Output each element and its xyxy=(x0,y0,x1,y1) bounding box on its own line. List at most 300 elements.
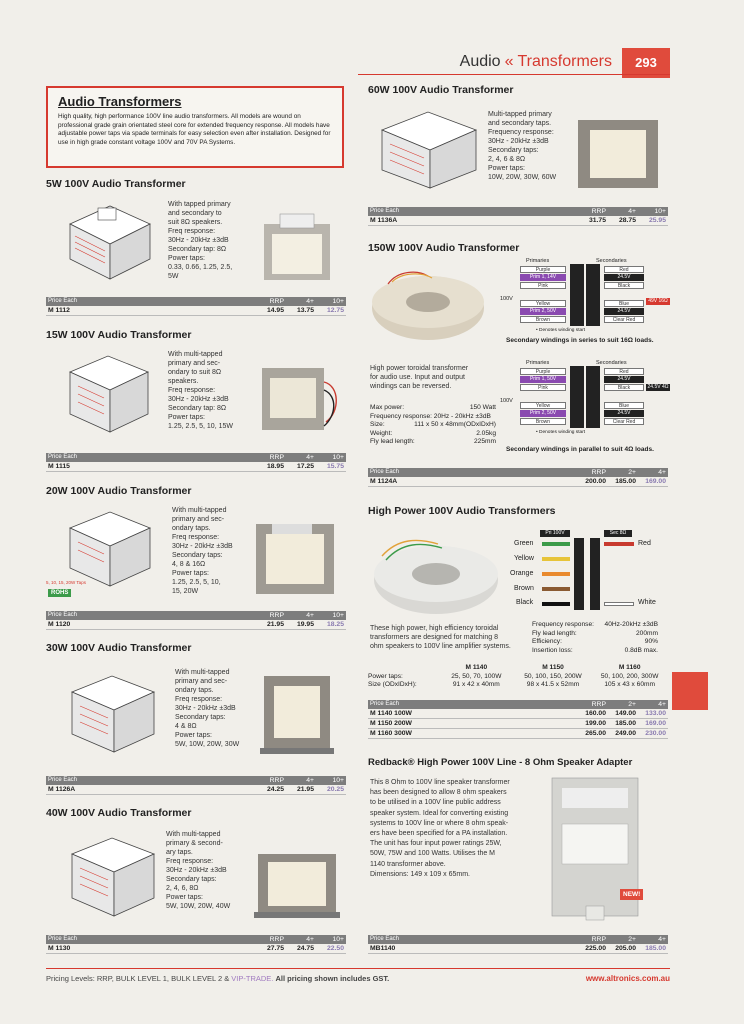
price-b2: 133.00 xyxy=(645,710,666,717)
winding-note: • Denotes winding start xyxy=(536,328,586,333)
side-tab xyxy=(672,672,708,710)
desc-line: Secondary taps: xyxy=(166,876,217,883)
desc-line: Power taps: xyxy=(166,894,203,901)
section-40w xyxy=(46,807,192,819)
prim1-label: Prim 1, 14V xyxy=(520,274,566,281)
5w-description xyxy=(168,200,232,281)
5w-dimension-drawing xyxy=(60,194,160,290)
section-30w xyxy=(46,642,192,654)
price-rrp: 225.00 xyxy=(585,945,606,952)
desc-line: ary taps. xyxy=(166,849,193,856)
desc-line: 5W, 10W, 20W, 40W xyxy=(166,903,231,910)
price-b1: 24.75 xyxy=(296,945,314,952)
150w-specs xyxy=(370,404,496,447)
redback-price-table xyxy=(368,935,668,954)
price-header-label: Price Each xyxy=(48,777,78,783)
price-header-b1: 4+ xyxy=(306,936,314,943)
section-title: High Power 100V Audio Transformers xyxy=(368,505,556,517)
desc-line: Secondary taps: xyxy=(488,147,539,154)
desc-line: 4 & 8Ω xyxy=(175,723,197,730)
price-b1: 21.95 xyxy=(296,786,314,793)
60w-product-photo xyxy=(572,106,664,198)
core-left xyxy=(570,366,584,428)
wire-swatch-black xyxy=(542,602,570,606)
desc-line: 30Hz - 20kHz ±3dB xyxy=(175,705,236,712)
product-code: M 1115 xyxy=(48,463,70,470)
rohs-badge: ROHS xyxy=(48,589,71,597)
wire-clear-red: Clear Red xyxy=(604,316,644,323)
desc-line: primary and sec- xyxy=(172,516,225,523)
product-code: M 1112 xyxy=(48,307,70,314)
desc-line: Power taps: xyxy=(172,570,209,577)
product-code: M 1140 100W xyxy=(370,710,412,717)
core-left xyxy=(574,538,584,610)
core-left xyxy=(570,264,584,326)
150w-price-table xyxy=(368,468,668,487)
sec2-label: 24.5V xyxy=(604,410,644,417)
desc-line: windings can be reversed. xyxy=(370,383,452,390)
core-right xyxy=(586,366,600,428)
price-b1: 185.00 xyxy=(615,720,636,727)
product-code: M 1136A xyxy=(370,217,398,224)
wire-brown: Brown xyxy=(520,316,566,323)
header-separator: « xyxy=(504,53,514,70)
price-header-rrp: RRP xyxy=(269,298,284,305)
model-row-label: Size (ODxIDxH): xyxy=(368,681,417,688)
model-cell: 98 x 41.5 x 52mm xyxy=(526,681,580,688)
desc-line: 0.33, 0.66, 1.25, 2.5, xyxy=(168,264,233,271)
spec-label: Insertion loss: xyxy=(532,646,573,654)
price-b1: 185.00 xyxy=(615,478,636,485)
price-rrp: 14.95 xyxy=(266,307,284,314)
desc-line: These high power, high efficiency toroidal xyxy=(370,625,499,632)
pricing-b1: , BULK LEVEL 1, xyxy=(111,974,170,983)
desc-line: 1140 transformer above. xyxy=(370,860,446,868)
wire-green: Green xyxy=(514,540,534,547)
desc-line: 10W, 20W, 30W, 60W xyxy=(488,174,557,181)
desc-line: 2, 4, 6, 8Ω xyxy=(166,885,199,892)
section-150w xyxy=(368,242,519,254)
desc-line: Power taps: xyxy=(168,255,205,262)
price-header-b1: 4+ xyxy=(306,454,314,461)
primaries-label: Primaries xyxy=(526,258,550,264)
section-title: 150W 100V Audio Transformer xyxy=(368,242,520,254)
spec-label: Efficiency: xyxy=(532,638,562,645)
price-header-label: Price Each xyxy=(370,469,400,475)
spec-label: Fly lead length: xyxy=(370,438,415,445)
desc-line: for audio use. Input and output xyxy=(370,374,465,381)
spec-value: 90% xyxy=(644,638,658,645)
desc-line: Secondary tap: 8Ω xyxy=(168,405,227,412)
price-header-b2: 10+ xyxy=(332,936,344,943)
desc-line: 30Hz - 20kHz ±3dB xyxy=(166,867,227,874)
desc-line: The unit has four input power ratings 25W, xyxy=(370,840,502,848)
desc-line: systems to 100V line or where 8 ohm speak- xyxy=(370,819,509,827)
parallel-caption: Secondary windings in parallel to suit 4Ω loads. xyxy=(506,446,654,453)
desc-line: speakers. xyxy=(168,378,199,385)
price-b2: 15.75 xyxy=(326,463,344,470)
15w-price-table xyxy=(46,453,346,472)
wire-red: Red xyxy=(604,266,644,273)
price-rrp: 21.95 xyxy=(266,621,284,628)
price-b1: 249.00 xyxy=(615,730,636,737)
input-voltage: 100V xyxy=(500,398,513,404)
wire-swatch-white xyxy=(604,602,634,606)
desc-line: With tapped primary xyxy=(168,201,231,208)
desc-line: 50W, 75W and 100 Watts. Utilises the M xyxy=(370,850,496,858)
section-title: Redback® High Power 100V Line - 8 Ohm Speaker Adapter xyxy=(368,757,633,768)
desc-line: Freq response: xyxy=(172,534,220,541)
price-b1: 17.25 xyxy=(296,463,314,470)
price-header-b1: 2+ xyxy=(628,936,636,943)
30w-description xyxy=(175,668,239,749)
section-20w xyxy=(46,485,192,497)
wire-yellow: Yellow xyxy=(520,402,566,409)
model-cell: 105 x 43 x 60mm xyxy=(604,681,655,688)
price-rrp: 18.95 xyxy=(266,463,284,470)
30w-price-table xyxy=(46,776,346,795)
spec-value: 200mm xyxy=(636,629,658,637)
model-col: M 1140 xyxy=(465,664,488,671)
core-right xyxy=(586,264,600,326)
price-rrp: 160.00 xyxy=(585,710,606,717)
desc-line: 5W xyxy=(168,273,179,280)
input-voltage: 100V xyxy=(500,296,513,302)
price-header-b2: 10+ xyxy=(332,777,344,784)
price-rrp: 199.00 xyxy=(585,720,606,727)
redback-description xyxy=(370,778,550,880)
product-code: MB1140 xyxy=(370,945,396,952)
150w-description xyxy=(370,364,468,391)
desc-line: 30Hz - 20kHz ±3dB xyxy=(168,237,229,244)
price-b2: 22.50 xyxy=(326,945,344,952)
price-b2: 20.25 xyxy=(326,786,344,793)
wire-brown: Brown xyxy=(514,585,534,592)
sec2-label: 24.5V xyxy=(604,308,644,315)
spec-label: Fly lead length: xyxy=(532,629,577,637)
winding-note: • Denotes winding start xyxy=(536,430,586,435)
desc-line: This 8 Ohm to 100V line speaker transformer xyxy=(370,779,510,786)
desc-line: 30Hz - 20kHz ±3dB xyxy=(172,543,233,550)
sec1-label: 24.5V xyxy=(604,376,644,383)
wire-swatch-orange xyxy=(542,572,570,576)
high-power-specs xyxy=(532,621,658,655)
model-col: M 1150 xyxy=(542,664,564,671)
pricing-rrp: RRP xyxy=(96,974,112,983)
wire-black: Black xyxy=(604,384,644,391)
desc-line: primary and sec- xyxy=(168,360,221,367)
30w-dimension-drawing xyxy=(62,664,162,764)
price-header-label: Price Each xyxy=(370,936,400,942)
price-header-label: Price Each xyxy=(48,612,78,618)
wire-white: White xyxy=(638,599,656,606)
section-title: 15W 100V Audio Transformer xyxy=(46,329,192,341)
section-title: 20W 100V Audio Transformer xyxy=(46,485,192,497)
15w-description xyxy=(168,350,233,431)
intro-title: Audio Transformers xyxy=(58,94,182,109)
model-col: M 1160 xyxy=(618,664,641,671)
20w-description xyxy=(172,506,233,596)
spec-value: 2.05kg xyxy=(476,429,496,437)
price-rrp: 27.75 xyxy=(266,945,284,952)
high-power-wiring xyxy=(508,530,668,612)
page-number: 293 xyxy=(622,48,670,78)
section-title: 40W 100V Audio Transformer xyxy=(46,807,192,819)
desc-line: speaker system. Ideal for converting existing xyxy=(370,809,509,817)
price-b2: 18.25 xyxy=(326,621,344,628)
header-title xyxy=(460,53,612,71)
model-cell: 50, 100, 200, 300W xyxy=(600,672,659,680)
price-header-label: Price Each xyxy=(48,454,78,460)
price-header-b1: 4+ xyxy=(628,208,636,215)
40w-price-table xyxy=(46,935,346,954)
price-rrp: 31.75 xyxy=(588,217,606,224)
wire-yellow: Yellow xyxy=(520,300,566,307)
desc-line: and secondary to xyxy=(168,210,222,217)
price-header-label: Price Each xyxy=(48,936,78,942)
desc-line: Freq response: xyxy=(166,858,214,865)
spec-label: Frequency response: xyxy=(532,621,594,628)
desc-line: to be utilised in a 100V line public address xyxy=(370,799,501,807)
section-title: 30W 100V Audio Transformer xyxy=(46,642,192,654)
model-row-label: Power taps: xyxy=(368,672,403,680)
desc-line: With multi-tapped xyxy=(166,831,221,838)
desc-line: and secondary taps. xyxy=(488,120,552,127)
section-high-power xyxy=(368,505,556,517)
pri-label: Pri 100V xyxy=(540,530,570,537)
spec-label: Frequency response: 20Hz - 20kHz ±3dB xyxy=(370,412,491,420)
spec-value: 40Hz-20kHz ±3dB xyxy=(604,621,658,628)
spec-value: 0.8dB max. xyxy=(624,646,658,654)
price-header-rrp: RRP xyxy=(269,612,284,619)
5w-product-photo xyxy=(254,204,340,288)
product-code: M 1160 300W xyxy=(370,730,412,737)
wire-swatch-green xyxy=(542,542,570,546)
desc-line: Multi-tapped primary xyxy=(488,111,552,118)
price-header-rrp: RRP xyxy=(269,777,284,784)
wire-clear-red: Clear Red xyxy=(604,418,644,425)
150w-toroid-photo xyxy=(368,266,492,346)
price-header-b2: 10+ xyxy=(332,298,344,305)
price-b1: 205.00 xyxy=(615,945,636,952)
price-header-rrp: RRP xyxy=(591,936,606,943)
price-header-b2: 10+ xyxy=(654,208,666,215)
price-b2: 169.00 xyxy=(645,720,666,727)
desc-line: With multi-tapped xyxy=(168,351,223,358)
price-b2: 12.75 xyxy=(326,307,344,314)
desc-line: Secondary taps: xyxy=(172,552,223,559)
spec-label: Weight: xyxy=(370,429,393,437)
product-code: M 1130 xyxy=(48,945,71,952)
wire-purple: Purple xyxy=(520,266,566,273)
price-header-b2: 4+ xyxy=(658,701,666,708)
desc-line: Freq response: xyxy=(168,387,216,394)
price-b2: 185.00 xyxy=(645,945,666,952)
desc-line: primary & second- xyxy=(166,840,223,847)
pricing-gst: All pricing shown includes GST. xyxy=(275,974,390,983)
price-header-b1: 2+ xyxy=(628,469,636,476)
20w-product-photo xyxy=(248,516,340,602)
desc-line: 1.25, 2.5, 5, 10, xyxy=(172,579,221,586)
desc-line: With multi-tapped xyxy=(172,507,227,514)
product-code: M 1150 200W xyxy=(370,720,412,727)
header-section: Audio xyxy=(459,53,501,70)
intro-box xyxy=(46,86,344,168)
price-header-label: Price Each xyxy=(48,298,78,304)
desc-line: Power taps: xyxy=(175,732,212,739)
price-header-label: Price Each xyxy=(370,701,400,707)
price-b1: 28.75 xyxy=(618,217,636,224)
desc-line: transformers are designed for matching 8 xyxy=(370,634,499,641)
desc-line: Frequency response: xyxy=(488,129,554,136)
15w-product-photo xyxy=(254,352,344,442)
price-b2: 25.95 xyxy=(648,217,666,224)
model-cell: 50, 100, 150, 200W xyxy=(524,672,582,680)
desc-line: High power toroidal transformer xyxy=(370,365,469,372)
section-title: 5W 100V Audio Transformer xyxy=(46,178,186,190)
price-header-b1: 4+ xyxy=(306,612,314,619)
website-url[interactable]: www.altronics.com.au xyxy=(585,974,670,983)
model-spec-table xyxy=(368,664,668,690)
price-rrp: 265.00 xyxy=(585,730,606,737)
product-code: M 1124A xyxy=(370,478,398,485)
price-header-b2: 4+ xyxy=(658,469,666,476)
section-15w xyxy=(46,329,192,341)
desc-line: suit 8Ω speakers. xyxy=(168,219,223,226)
pricing-prefix: Pricing Levels: xyxy=(46,974,95,983)
new-badge: NEW! xyxy=(620,889,643,900)
price-b2: 230.00 xyxy=(645,730,666,737)
desc-line: Freq response: xyxy=(175,696,223,703)
wire-swatch-yellow xyxy=(542,557,570,561)
sec-label: Sec 8Ω xyxy=(604,530,632,537)
spec-value: 111 x 50 x 48mm(ODxIDxH) xyxy=(414,421,496,428)
primaries-label: Primaries xyxy=(526,360,550,366)
section-5w xyxy=(46,178,186,190)
price-b2: 169.00 xyxy=(645,478,666,485)
high-power-price-table xyxy=(368,700,668,739)
product-code: M 1126A xyxy=(48,786,76,793)
desc-line: has been designed to allow 8 ohm speakers xyxy=(370,789,507,797)
wire-blue: Blue xyxy=(604,402,644,409)
price-header-label: Price Each xyxy=(370,208,400,214)
15w-dimension-drawing xyxy=(60,346,160,442)
spec-label: Size: xyxy=(370,421,385,428)
desc-line: 1.25, 2.5, 5, 10, 15W xyxy=(168,423,233,430)
desc-line: Power taps: xyxy=(488,165,525,172)
wire-yellow: Yellow xyxy=(514,555,534,562)
wire-purple: Purple xyxy=(520,368,566,375)
price-header-b2: 4+ xyxy=(658,936,666,943)
40w-product-photo xyxy=(252,836,342,926)
wire-blue: Blue xyxy=(604,300,644,307)
wire-pink: Pink xyxy=(520,282,566,289)
desc-line: primary and sec- xyxy=(175,678,228,685)
desc-line: 30Hz - 20kHz ±3dB xyxy=(488,138,549,145)
60w-price-table xyxy=(368,207,668,226)
desc-line: With multi-tapped xyxy=(175,669,230,676)
price-header-b2: 10+ xyxy=(332,612,344,619)
intro-text: High quality, high performance 100V line audio transformers. All models are wound on professional grade grain orientated steel core for extended frequency response. All models have adjustable power taps via spade terminals for easy selection even after installation. Designed for use in high grade constant voltage 100V and 70V PA Systems. xyxy=(58,113,331,146)
output-label: 24.5V 4Ω xyxy=(647,384,669,390)
core-right xyxy=(590,538,600,610)
desc-line: Dimensions: 149 x 109 x 65mm. xyxy=(370,870,470,878)
wire-pink: Pink xyxy=(520,384,566,391)
price-b1: 13.75 xyxy=(296,307,314,314)
desc-line: ondary taps. xyxy=(172,525,211,532)
price-header-b2: 10+ xyxy=(332,454,344,461)
5w-price-table xyxy=(46,297,346,316)
desc-line: 15, 20W xyxy=(172,588,199,595)
price-b1: 19.95 xyxy=(296,621,314,628)
secondaries-label: Secondaries xyxy=(596,258,627,264)
desc-line: ondary to suit 8Ω xyxy=(168,369,222,376)
40w-dimension-drawing xyxy=(62,826,162,930)
desc-line: Secondary taps: xyxy=(175,714,226,721)
price-header-rrp: RRP xyxy=(591,469,606,476)
prim2-label: Prim 2, 50V xyxy=(520,410,566,417)
wire-swatch-red xyxy=(604,542,634,546)
series-caption: Secondary windings in series to suit 16Ω loads. xyxy=(506,337,654,344)
60w-dimension-drawing xyxy=(368,100,488,200)
prim2-label: Prim 2, 50V xyxy=(520,308,566,315)
desc-line: 30Hz - 20kHz ±3dB xyxy=(168,396,229,403)
desc-line: ers have been specified for a PA installation. xyxy=(370,830,508,838)
60w-description xyxy=(488,110,556,182)
wire-red: Red xyxy=(604,368,644,375)
price-header-rrp: RRP xyxy=(591,701,606,708)
40w-description xyxy=(166,830,230,911)
section-title: 60W 100V Audio Transformer xyxy=(368,84,514,96)
wire-swatch-brown xyxy=(542,587,570,591)
desc-line: ohm speakers to 100V line amplifier systems. xyxy=(370,643,511,650)
high-power-description xyxy=(370,624,540,651)
header-category: Transformers xyxy=(517,53,612,70)
spec-label: Max power: xyxy=(370,404,405,411)
150w-parallel-diagram xyxy=(500,360,670,460)
section-60w xyxy=(368,84,514,96)
secondaries-label: Secondaries xyxy=(596,360,627,366)
wire-black: Black xyxy=(604,282,644,289)
footer-rule xyxy=(46,968,670,969)
high-power-toroid-photo xyxy=(368,530,508,620)
price-header-rrp: RRP xyxy=(269,936,284,943)
wire-black: Black xyxy=(516,599,534,606)
model-cell: 25, 50, 70, 100W xyxy=(451,672,502,680)
spec-value: 150 Watt xyxy=(469,404,496,411)
wire-red: Red xyxy=(638,540,651,547)
pricing-vip: VIP-TRADE. xyxy=(231,974,274,983)
pricing-b2: BULK LEVEL 2 & xyxy=(171,974,230,983)
product-code: M 1120 xyxy=(48,621,71,628)
model-cell: 91 x 42 x 40mm xyxy=(452,681,500,688)
desc-line: Secondary tap: 8Ω xyxy=(168,246,227,253)
desc-line: 2, 4, 6 & 8Ω xyxy=(488,156,526,163)
desc-line: 5W, 10W, 20W, 30W xyxy=(175,741,240,748)
sec1-label: 24.5V xyxy=(604,274,644,281)
redback-product-photo xyxy=(548,774,644,924)
price-header-b1: 2+ xyxy=(628,701,636,708)
output-label: 49V 16Ω xyxy=(646,298,670,305)
desc-line: 4, 8 & 16Ω xyxy=(172,561,206,568)
section-redback xyxy=(368,757,632,768)
desc-line: Power taps: xyxy=(168,414,205,421)
price-b1: 149.00 xyxy=(615,710,636,717)
price-header-b1: 4+ xyxy=(306,777,314,784)
price-header-b1: 4+ xyxy=(306,298,314,305)
header-rule xyxy=(358,74,670,75)
150w-series-diagram xyxy=(500,258,670,358)
